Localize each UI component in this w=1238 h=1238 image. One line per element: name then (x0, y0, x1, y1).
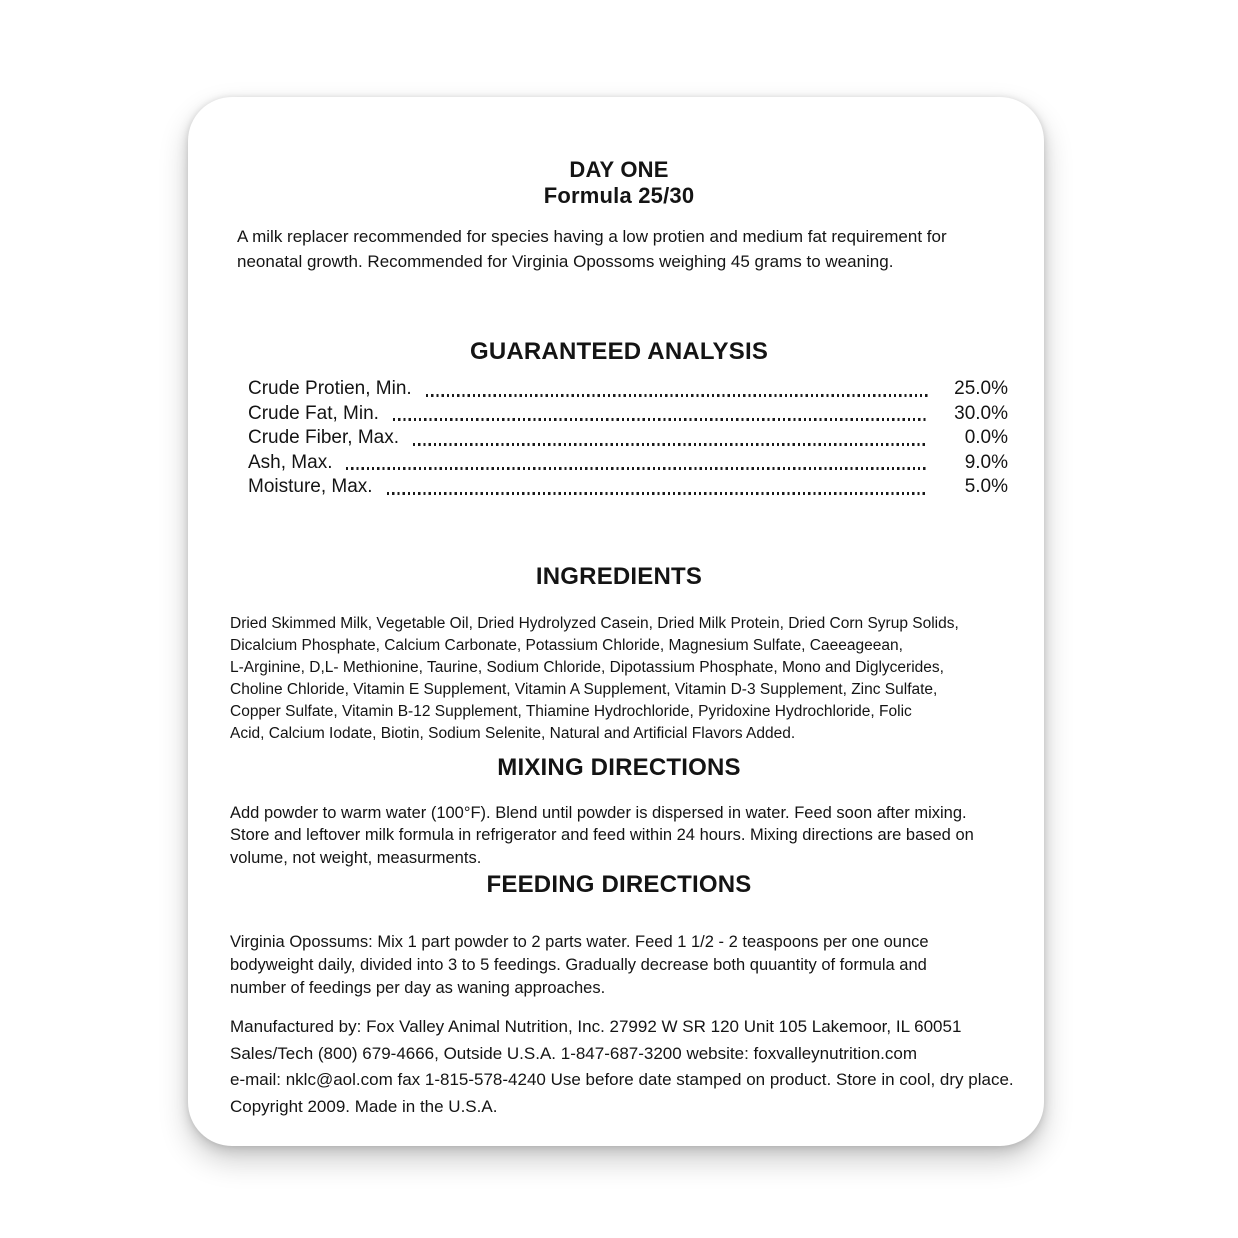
ingredients-line: Choline Chloride, Vitamin E Supplement, Vitamin A Supplement, Vitamin D-3 Supplement, Zinc Sulfate, (230, 680, 938, 698)
intro-line: A milk replacer recommended for species having a low protien and medium fat requirement for (237, 227, 947, 246)
manufacturer-line: Sales/Tech (800) 679-4666, Outside U.S.A. 1-847-687-3200 website: foxvalleynutrition.com (230, 1043, 917, 1063)
manufacturer-line: e-mail: nklc@aol.com fax 1-815-578-4240 Use before date stamped on product. Store in cool, dry place. (230, 1070, 1014, 1089)
feeding-directions-heading: FEEDING DIRECTIONS (486, 871, 752, 898)
label-title-block (230, 157, 1008, 209)
dotted-leader (393, 418, 928, 421)
analysis-label: Moisture, Max. (248, 476, 373, 497)
analysis-value: 0.0% (964, 427, 1008, 448)
analysis-value: 5.0% (964, 476, 1008, 497)
mixing-directions-heading: MIXING DIRECTIONS (497, 753, 741, 781)
analysis-label: Crude Fiber, Max. (248, 427, 399, 448)
feeding-line: Virginia Opossums: Mix 1 part powder to 2 parts water. Feed 1 1/2 - 2 teaspoons per one ounce (230, 933, 929, 951)
analysis-row (248, 377, 1008, 402)
manufacturer-info (230, 1014, 1014, 1120)
dotted-leader (387, 492, 928, 495)
analysis-label: Crude Protien, Min. (248, 378, 412, 399)
mixing-line: volume, not weight, measurments. (230, 848, 482, 867)
ingredients-heading: INGREDIENTS (535, 562, 703, 590)
product-title: DAY ONE (569, 157, 669, 182)
guaranteed-analysis-heading: GUARANTEED ANALYSIS (469, 338, 769, 365)
dotted-leader (346, 467, 928, 470)
analysis-value: 25.0% (954, 378, 1008, 399)
manufacturer-line: Manufactured by: Fox Valley Animal Nutrition, Inc. 27992 W SR 120 Unit 105 Lakemoor, IL 60051 (230, 1017, 962, 1036)
feeding-directions-paragraph (230, 931, 1008, 1000)
guaranteed-analysis-table (248, 377, 1008, 500)
analysis-row (248, 402, 1008, 427)
analysis-row (248, 451, 1008, 476)
intro-line: neonatal growth. Recommended for Virginia Opossoms weighing 45 grams to weaning. (237, 252, 894, 271)
mixing-line: Add powder to warm water (100°F). Blend until powder is dispersed in water. Feed soon after mixing. (230, 803, 967, 822)
analysis-row (248, 475, 1008, 500)
analysis-row (248, 426, 1008, 451)
mixing-directions-paragraph (230, 802, 1008, 870)
mixing-line: Store and leftover milk formula in refrigerator and feed within 24 hours. Mixing directions are based on (230, 826, 974, 844)
ingredients-line: Dicalcium Phosphate, Calcium Carbonate, Potassium Chloride, Magnesium Sulfate, Caeeageean, (230, 636, 903, 654)
ingredients-line: Dried Skimmed Milk, Vegetable Oil, Dried Hydrolyzed Casein, Dried Milk Protein, Dried Corn Syrup Solids, (230, 614, 959, 632)
analysis-label: Ash, Max. (248, 451, 333, 473)
ingredients-line: L-Arginine, D,L- Methionine, Taurine, Sodium Chloride, Dipotassium Phosphate, Mono and Diglycerides, (230, 658, 944, 676)
ingredients-line: Copper Sulfate, Vitamin B-12 Supplement, Thiamine Hydrochloride, Pyridoxine Hydrochloride, Folic (230, 702, 912, 720)
product-subtitle: Formula 25/30 (543, 183, 695, 208)
analysis-label: Crude Fat, Min. (248, 402, 379, 424)
manufacturer-line: Copyright 2009. Made in the U.S.A. (230, 1096, 498, 1116)
feeding-line: number of feedings per day as waning approaches. (230, 979, 606, 997)
dotted-leader (413, 443, 928, 446)
dotted-leader (426, 394, 928, 397)
ingredients-line: Acid, Calcium Iodate, Biotin, Sodium Selenite, Natural and Artificial Flavors Added. (230, 724, 796, 742)
analysis-value: 9.0% (964, 451, 1008, 473)
ingredients-paragraph (230, 613, 1008, 745)
analysis-value: 30.0% (954, 402, 1008, 424)
intro-paragraph (237, 224, 1008, 274)
product-label-card (188, 97, 1044, 1146)
feeding-line: bodyweight daily, divided into 3 to 5 feedings. Gradually decrease both quuantity of formula and (230, 956, 927, 974)
